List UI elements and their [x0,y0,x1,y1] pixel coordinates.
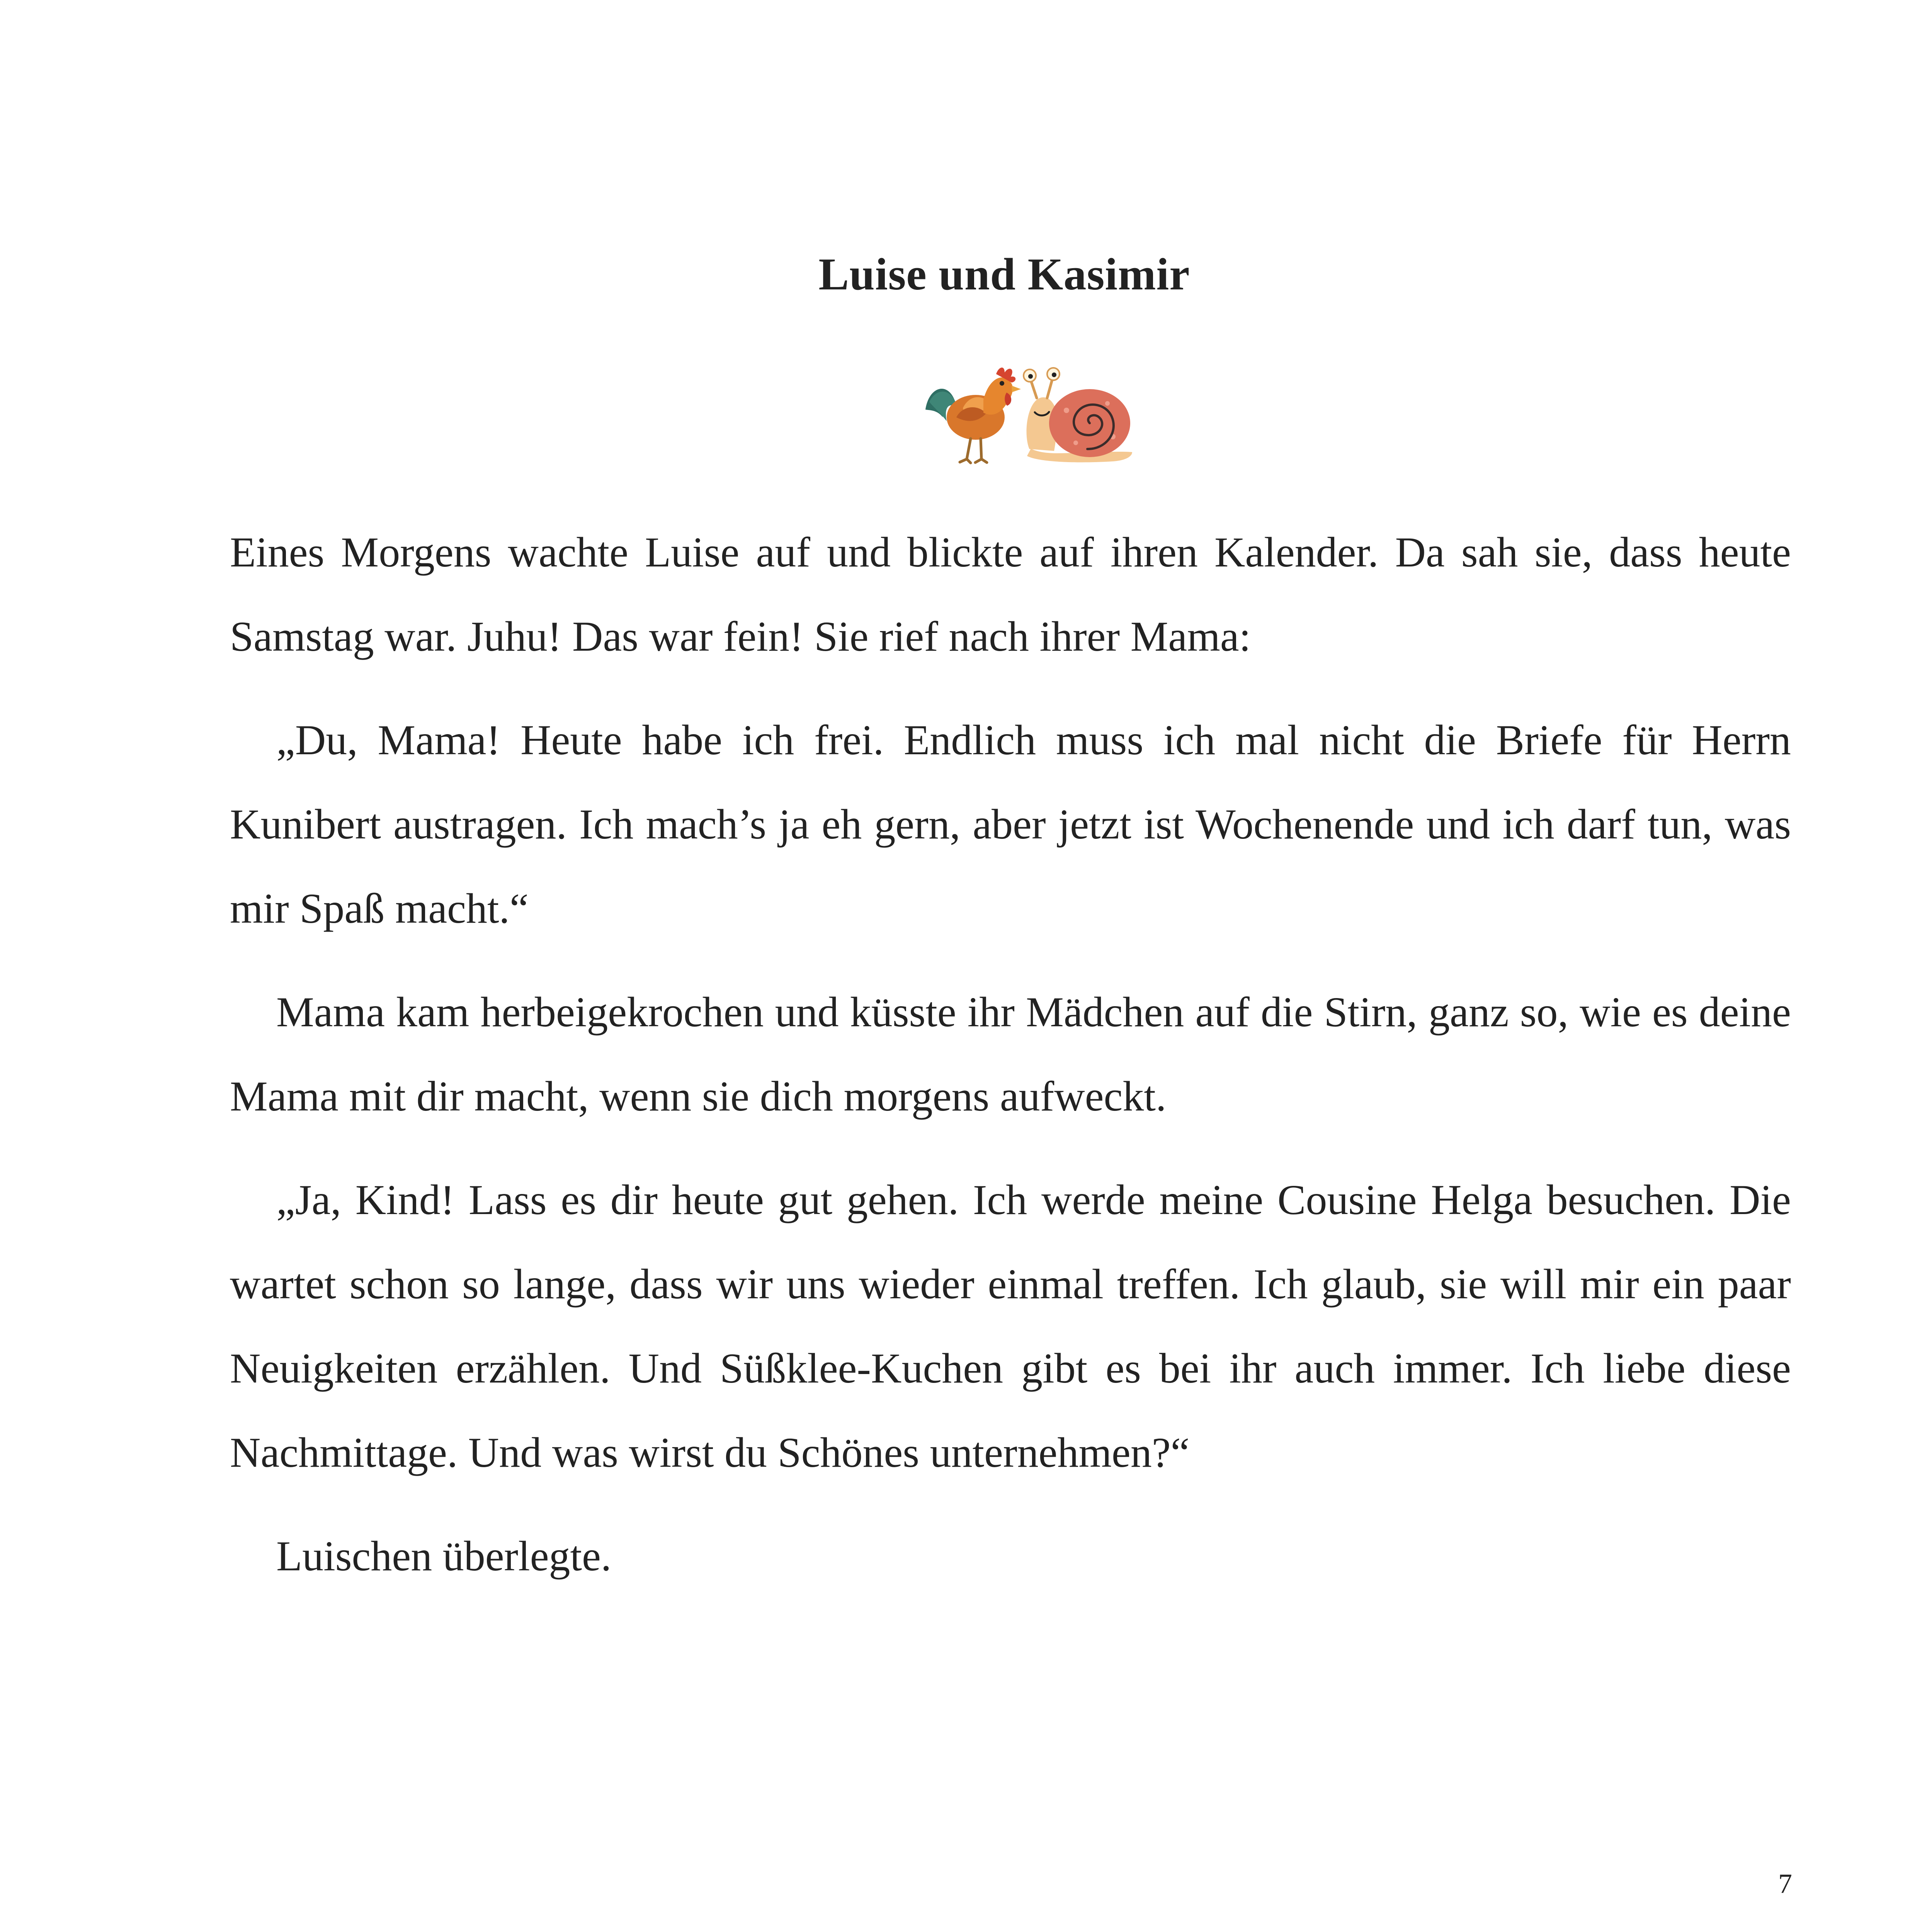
paragraph-3: Mama kam herbeigekrochen und küsste ihr Mädchen auf die Stirn, ganz so, wie es deine Mama mit dir macht, wenn sie dich morgens aufweckt. [230,988,1791,1120]
paragraph-5: Luischen überlegte. [276,1532,612,1580]
page-title: Luise und Kasimir [818,249,1190,299]
page-number: 7 [1778,1868,1792,1899]
snail-icon [1024,368,1132,462]
paragraph-4: „Ja, Kind! Lass es dir heute gut gehen. Ich werde meine Cousine Helga besuchen. Die wartet schon so lange, dass wir uns wieder einmal treffen. Ich glaub, sie will mir ein paar Neuigkeiten erzählen. Und Süßklee-Kuchen gibt es bei ihr auch immer. Ich liebe diese Nachmittage. Und was wirst du Schönes unternehmen?“ [230,1176,1791,1476]
rooster-icon [925,367,1021,463]
paragraph-1: Eines Morgens wachte Luise auf und blickte auf ihren Kalender. Da sah sie, dass heute Samstag war. Juhu! Das war fein! Sie rief nach ihrer Mama: [230,529,1791,660]
story-text [230,510,1791,1617]
paragraph-2: „Du, Mama! Heute habe ich frei. Endlich muss ich mal nicht die Briefe für Herrn Kunibert austragen. Ich mach’s ja eh gern, aber jetzt ist Wochenende und ich darf tun, was mir Spaß macht.“ [230,716,1791,932]
rooster-and-snail-illustration [920,359,1136,468]
